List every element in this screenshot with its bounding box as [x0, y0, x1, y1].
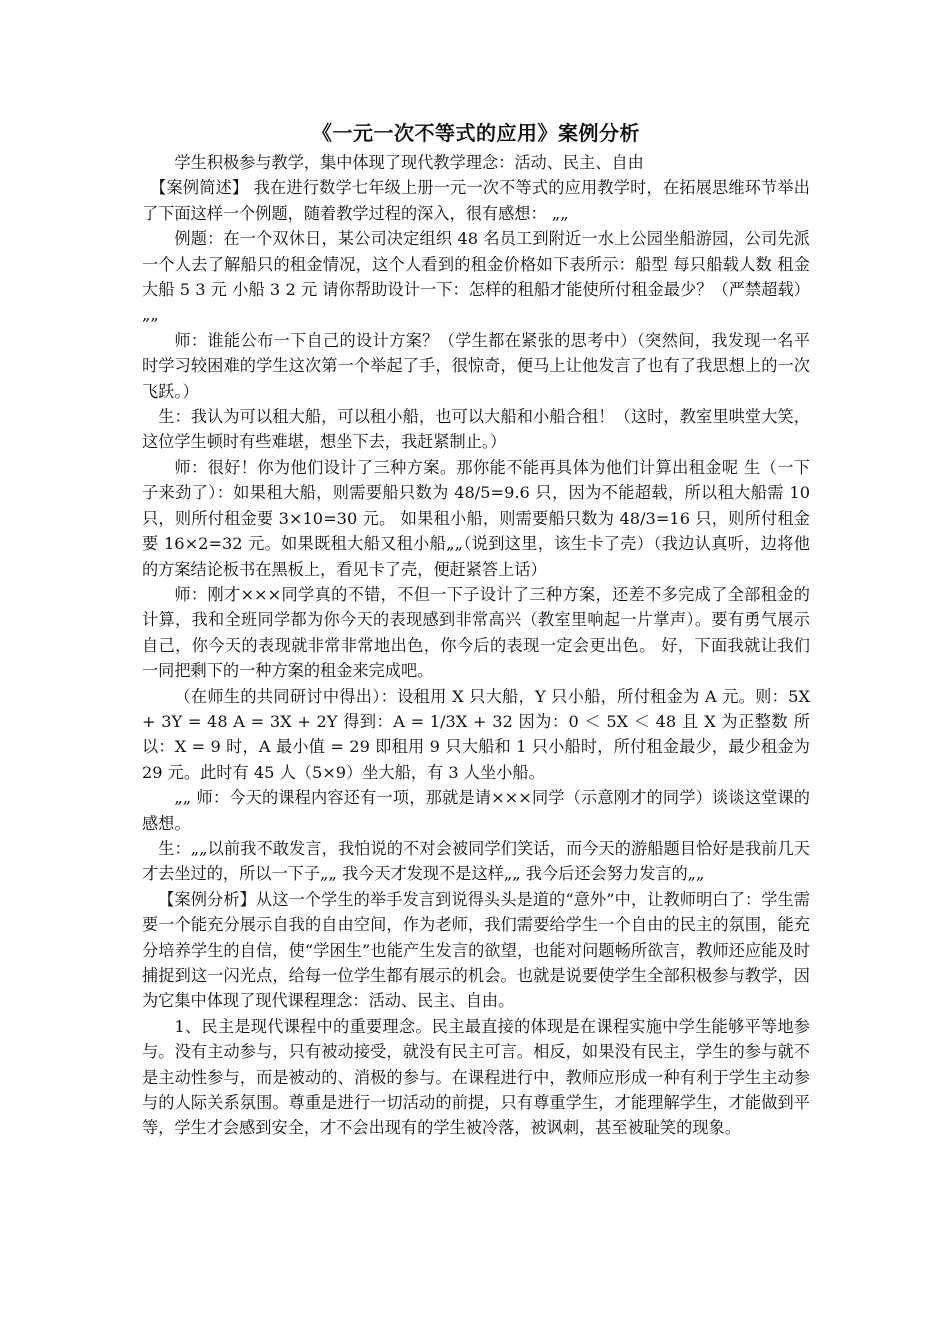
paragraph-teacher-question: 师：谁能公布一下自己的设计方案？（学生都在紧张的思考中）（突然间，我发现一名平时学习较困难的学生这次第一个举起了手，很惊奇，便马上让他发言了也有了我思想上的一次飞跃。） [142, 330, 810, 401]
paragraph-student-reflection: 生：„„以前我不敢发言，我怕说的不对会被同学们笑话，而今天的游船题目恰好是我前几天才去坐过的，所以一下子„„ 我今天才发现不是这样„„ 我今后还会努力发言的„„ [142, 838, 810, 884]
paragraph-student-answer: 生：我认为可以租大船，可以租小船，也可以大船和小船合租！（这时，教室里哄堂大笑，这位学生顿时有些难堪，想坐下去，我赶紧制止。） [142, 407, 810, 452]
paragraph-teacher-praise: 师：很好！你为他们设计了三种方案。那你能不能再具体为他们计算出租金呢 生（一下子来劲了）：如果租大船，则需要船只数为 48/5=9.6 只，因为不能超载，所以租大船需 10 只，则所付租金要 3×10=30 元。 如果租小船，则需要船只数为 48/3=16 只，则所付租金要 16×2=32 元。如果既租大船又租小船„„（说到这里，该生卡了壳）（我边认真听，边将他的方案结论板书在黑板上，看见卡了壳，便赶紧答上话） [142, 457, 810, 579]
paragraph-case-summary: 【案例简述】 我在进行数学七年级上册一元一次不等式的应用教学时，在拓展思维环节举出了下面这样一个例题，随着教学过程的深入，很有感想： „„ [142, 178, 810, 223]
paragraph-subtitle: 学生积极参与教学，集中体现了现代教学理念：活动、民主、自由 [174, 153, 644, 172]
document-title: 《一元一次不等式的应用》案例分析 [312, 121, 640, 145]
paragraph-teacher-closing: „„ 师：今天的课程内容还有一项，那就是请×××同学（示意刚才的同学）谈谈这堂课的感想。 [142, 788, 810, 833]
paragraph-democracy: 1、民主是现代课程中的重要理念。民主最直接的体现是在课程实施中学生能够平等地参与。没有主动参与，只有被动接受，就没有民主可言。相反，如果没有民主，学生的参与就不是主动性参与，而是被动的、消极的参与。在课程进行中，教师应形成一种有利于学生主动参与的人际关系氛围。尊重是进行一切活动的前提，只有尊重学生，才能理解学生，才能做到平等，学生才会感到安全，才不会出现有的学生被冷落，被讽刺，甚至被耻笑的现象。 [142, 1016, 810, 1138]
paragraph-solution: （在师生的共同研讨中得出）：设租用 X 只大船，Y 只小船，所付租金为 A 元。则：5X + 3Y = 48 A = 3X + 2Y 得到：A = 1/3X + 32 因为：0 ＜ 5X ＜ 48 且 X 为正整数 所以：X = 9 时，A 最小值 = 29 即租用 9 只大船和 1 只小船时，所付租金最少，最少租金为 29 元。此时有 45 人（5×9）坐大船，有 3 人坐小船。 [142, 686, 810, 782]
paragraph-teacher-encourage: 师：刚才×××同学真的不错，不但一下子设计了三种方案，还差不多完成了全部租金的计算，我和全班同学都为你今天的表现感到非常高兴（教室里响起一片掌声）。要有勇气展示自己，你今天的表现就非常非常地出色，你今后的表现一定会更出色。 好，下面我就让我们一同把剩下的一种方案的租金来完成吧。 [142, 584, 810, 681]
document-page [142, 118, 810, 1141]
paragraph-case-analysis: 【案例分析】从这一个学生的举手发言到说得头头是道的“意外”中，让教师明白了：学生需要一个能充分展示自我的自由空间，作为老师，我们需要给学生一个自由的民主的氛围，能充分培养学生的自信，使“学困生”也能产生发言的欲望，也能对问题畅所欲言，教师还应能及时捕捉到这一闪光点，给每一位学生都有展示的机会。也就是说要使学生全部积极参与教学，因为它集中体现了现代课程理念：活动、民主、自由。 [142, 889, 810, 1011]
paragraph-example-problem: 例题：在一个双休日，某公司决定组织 48 名员工到附近一水上公园坐船游园，公司先派一个人去了解船只的租金情况，这个人看到的租金价格如下表所示：船型 每只船载人数 租金 大船 5 3 元 小船 3 2 元 请你帮助设计一下：怎样的租船才能使所付租金最少？（严禁超载） „„ [142, 229, 810, 325]
